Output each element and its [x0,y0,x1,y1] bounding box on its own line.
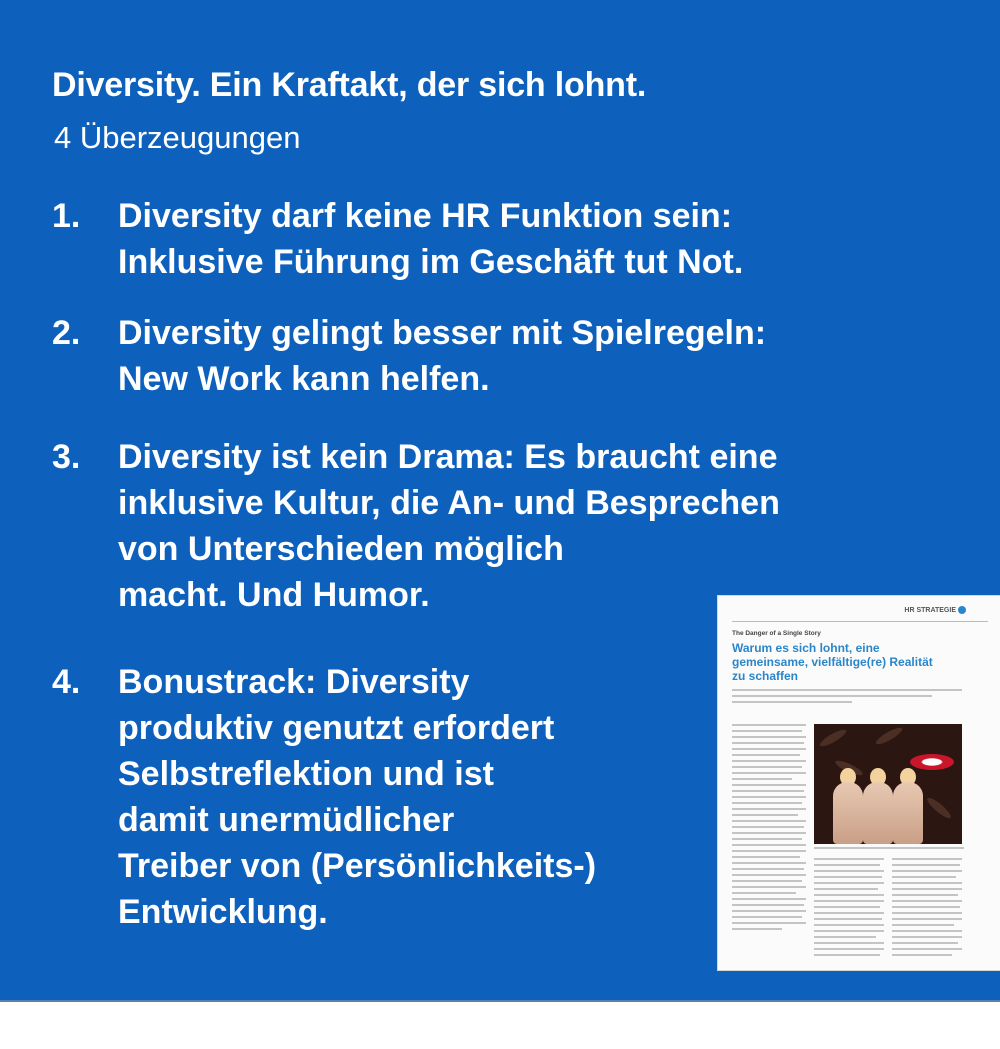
list-item-line: Treiber von (Persönlichkeits-) [118,847,597,885]
list-item-line: Inklusive Führung im Geschäft tut Not. [118,243,744,281]
list-item-line: damit unermüdlicher [118,801,455,839]
magazine-text-column [814,858,884,960]
list-item-line: macht. Und Humor. [118,576,430,614]
list-item-line: Diversity ist kein Drama: Es braucht eine [118,438,778,476]
magazine-lead-placeholder [732,689,982,707]
magazine-headline-line: zu schaffen [732,669,799,683]
magazine-text-column [892,858,962,960]
magazine-section-tag: HR STRATEGIE [904,607,956,614]
list-item-number: 2. [52,314,81,352]
list-item-line: inklusive Kultur, die An- und Besprechen [118,484,780,522]
lips-graphic [910,754,954,770]
list-item-number: 1. [52,197,81,235]
list-item-number: 3. [52,438,81,476]
list-item-number: 4. [52,663,81,701]
magazine-headline-line: gemeinsame, vielfältige(re) Realität [732,655,933,669]
magazine-text-column [732,724,806,934]
magazine-headline [732,641,982,683]
slide-title: Diversity. Ein Kraftakt, der sich lohnt. [52,66,647,104]
magazine-headline-line: Warum es sich lohnt, eine [732,641,880,655]
list-item-line: von Unterschieden möglich [118,530,564,568]
list-item-line: Selbstreflektion und ist [118,755,494,793]
magazine-kicker: The Danger of a Single Story [732,630,821,637]
magazine-page-thumbnail [718,596,1000,970]
divider [732,621,988,622]
list-item-line: Diversity gelingt besser mit Spielregeln: [118,314,767,352]
list-item-line: Entwicklung. [118,893,328,931]
list-item-line: Diversity darf keine HR Funktion sein: [118,197,733,235]
magazine-photo [814,724,962,844]
magazine-photo-caption-placeholder [814,847,964,849]
slide-subtitle: 4 Überzeugungen [54,120,301,155]
list-item-line: New Work kann helfen. [118,360,490,398]
list-item-line: Bonustrack: Diversity [118,663,470,701]
magazine-logo-icon [958,606,966,614]
list-item-line: produktiv genutzt erfordert [118,709,555,747]
